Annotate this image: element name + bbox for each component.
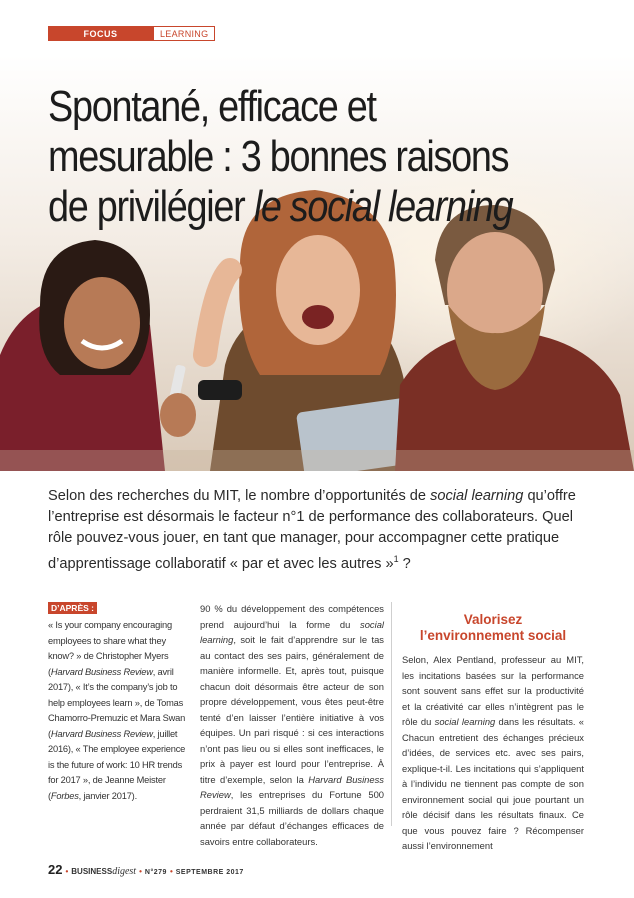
sources-list [48,618,188,804]
body-column-3 [402,600,584,854]
section-heading-line-2: l’environnement social [419,628,567,643]
intro-text-2: qu’offre l’entreprise est désormais le facteur n°1 de performance des collaborateurs. Quel rôle pouvez-vous jouer, en tant que manager, pour accompagner cette pratique d’apprentissage collaboratif « par et avec les autres » [48,488,576,572]
ref-text: , janvier 2017). [78,790,137,801]
ref-journal: Harvard Business Review [50,666,153,677]
intro-text-3: ? [398,555,411,572]
title-line-3-italic: le social learning [253,182,513,231]
body-text: , les entreprises du Fortune 500 perdraient 31,5 milliards de dollars chaque année par défaut d’échanges efficaces de savoirs entre collaborateurs. [200,789,384,847]
brand-part-2: digest [112,866,137,877]
ref-text: , avril 2017), « It’s the company’s job to help employees learn », de Tomas Chamorro-Premuzic et Mara Swan ( [48,666,186,739]
body-column-2 [200,601,384,849]
intro-italic: social learning [430,488,524,504]
ref-text: , juillet 2016), « The employee experience is the future of work: 10 HR trends for 2017 », de Jeanne Meister ( [48,728,186,801]
ref-journal: Harvard Business Review [50,728,153,739]
footer-separator: • [139,867,142,876]
footnote-marker: 1 [393,554,399,564]
brand-part-1: BUSINESS [71,867,113,876]
magazine-brand [71,866,136,877]
footer-separator: • [65,867,69,876]
body-italic: Harvard Business Review [200,773,384,800]
title-line-1: Spontané, efficace et [48,82,376,131]
issue-date: SEPTEMBRE 2017 [175,869,244,876]
intro-paragraph [48,486,600,575]
column-divider [391,602,392,826]
sources-sidebar [48,600,188,804]
issue-number: N°279 [144,869,167,876]
sources-label: D’APRÈS : [48,602,97,614]
title-line-3-plain: de privilégier [48,182,254,231]
learning-tag: LEARNING [153,26,215,41]
section-tag-bar [48,26,215,41]
page-number: 22 [48,862,63,877]
body-italic: social learning [200,618,384,645]
section-heading-line-1: Valorisez [463,612,523,627]
title-line-2: mesurable : 3 bonnes raisons [48,132,509,181]
ref-text: « Is your company encouraging employees to share what they know? » de Christopher Myers ( [48,620,172,677]
footer-separator: • [169,867,173,876]
page-footer [48,862,244,877]
page-title [48,82,530,232]
section-heading [402,612,584,644]
body-text: 90 % du développement des compétences prend aujourd’hui la forme du [200,603,384,630]
intro-text-1: Selon des recherches du MIT, le nombre d’opportunités de [48,488,431,504]
focus-tag: FOCUS [48,26,153,41]
body-italic: social learning [434,716,496,727]
body-text: dans les résultats. « Chacun entretient des échanges précieux d’idées, de services etc. avec ses pairs, explique-t-il. Les incitations qui s’appliquent à l’individu ne tiennent pas compte de son environnement social qui joue pourtant un rôle décisif dans les résultats finaux. Ce que vous pouvez faire ? Récompenser aussi l’environnement [402,716,584,851]
body-text: , soit le fait d’apprendre sur le tas au contact des ses pairs, généralement de manière informelle. Et, après tout, puisque chacun doit désormais être acteur de son propre développement, vous êtes peut-être tenté d’en laisser l’entière initiative à vos équipes. Un pari risqué : si ces interactions n’ont pas lieu ou si elles sont inefficaces, le prix à payer est lourd pour l’entreprise. À titre d’exemple, selon la [200,634,384,785]
body-text: Selon, Alex Pentland, professeur au MIT, les incitations basées sur la performance sont souvent sans effet sur la productivité et la créativité car elles n’intègrent pas le rôle du [402,654,584,727]
title-line-3 [48,182,530,232]
ref-journal: Forbes [50,790,79,801]
